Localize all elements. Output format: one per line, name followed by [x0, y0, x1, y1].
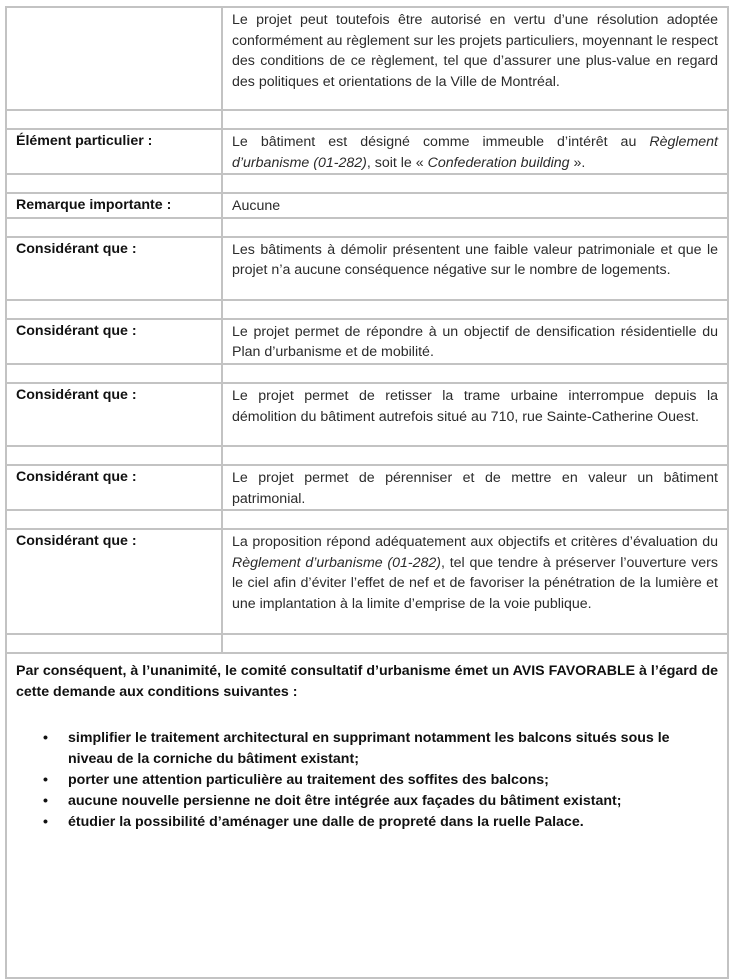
row-label-considerant: Considérant que : — [6, 465, 222, 510]
condition-item — [43, 812, 718, 833]
spacer-cell — [6, 174, 222, 193]
spacer-row — [6, 300, 728, 319]
table-row — [6, 383, 728, 446]
text-segment: La proposition répond adéquatement aux objectifs et critères d’évaluation du — [232, 534, 718, 551]
spacer-cell — [222, 174, 728, 193]
row-text-considerant — [222, 529, 728, 634]
spacer-cell — [6, 446, 222, 465]
table-row — [6, 529, 728, 634]
italic-reference: Règlement d’urbanisme (01-282) — [232, 554, 442, 571]
table-row — [6, 7, 728, 110]
spacer-cell — [222, 446, 728, 465]
spacer-row — [6, 110, 728, 129]
bullet-icon: • — [43, 814, 48, 831]
condition-text: aucune nouvelle persienne ne doit être intégrée aux façades du bâtiment existant; — [68, 793, 622, 810]
spacer-row — [6, 218, 728, 237]
condition-text: étudier la possibilité d’aménager une dalle de propreté dans la ruelle Palace. — [68, 814, 584, 831]
italic-reference: Règlement d’urbanisme (01-282) — [232, 134, 718, 171]
row-text-remarque: Aucune — [222, 193, 728, 218]
row-text-considerant: Le projet permet de répondre à un objectif de densification résidentielle du Plan d’urbanisme et de mobilité. — [222, 319, 728, 364]
conditions-list — [16, 728, 718, 833]
text-segment: , soit le « — [366, 154, 428, 171]
spacer-cell — [222, 300, 728, 319]
table-row — [6, 319, 728, 364]
conclusion-intro: Par conséquent, à l’unanimité, le comité consultatif d’urbanisme émet un AVIS FAVORABLE à l’égard de cette demande aux conditions suivantes : — [16, 663, 718, 701]
condition-item — [43, 728, 718, 770]
spacer-row — [6, 634, 728, 653]
condition-item — [43, 770, 718, 791]
text-segment: ». — [569, 154, 586, 171]
row-label-considerant: Considérant que : — [6, 529, 222, 634]
italic-building-name: Confederation building — [427, 154, 570, 171]
text-segment: Le bâtiment est désigné comme immeuble d’intérêt au — [232, 134, 650, 150]
spacer-row — [6, 364, 728, 383]
spacer-cell — [222, 364, 728, 383]
spacer-row — [6, 446, 728, 465]
row-text-considerant: Les bâtiments à démolir présentent une faible valeur patrimoniale et que le projet n’a aucune conséquence négative sur le nombre de logements. — [222, 237, 728, 300]
table-row — [6, 465, 728, 510]
bullet-icon: • — [43, 793, 48, 810]
spacer-cell — [222, 634, 728, 653]
table-row — [6, 129, 728, 174]
condition-text: porter une attention particulière au traitement des soffites des balcons; — [68, 772, 549, 789]
row-text-considerant: Le projet permet de pérenniser et de mettre en valeur un bâtiment patrimonial. — [222, 465, 728, 510]
decision-table — [5, 6, 729, 979]
spacer-cell — [222, 110, 728, 129]
text-segment: , tel que tendre à préserver l’ouverture vers le ciel afin d’éviter l’effet de nef et de favoriser la pénétration de la lumière et une implantation à la limite d’emprise de la voie publique. — [232, 554, 718, 612]
row-label-remarque: Remarque importante : — [6, 193, 222, 218]
spacer-row — [6, 174, 728, 193]
row-text-resolution: Le projet peut toutefois être autorisé en vertu d’une résolution adoptée conformément au règlement sur les projets particuliers, moyennant le respect des conditions de ce règlement, tel que d’assurer une plus-value en regard des politiques et orientations de la Ville de Montréal. — [222, 7, 728, 110]
conclusion-cell — [6, 653, 728, 978]
row-label-element-particulier: Élément particulier : — [6, 129, 222, 174]
condition-item — [43, 791, 718, 812]
row-label-considerant: Considérant que : — [6, 319, 222, 364]
spacer-cell — [6, 218, 222, 237]
row-label-considerant: Considérant que : — [6, 237, 222, 300]
table-row — [6, 237, 728, 300]
spacer-cell — [6, 110, 222, 129]
spacer-cell — [6, 300, 222, 319]
conclusion-row — [6, 653, 728, 978]
row-text-considerant: Le projet permet de retisser la trame urbaine interrompue depuis la démolition du bâtiment autrefois situé au 710, rue Sainte-Catherine Ouest. — [222, 383, 728, 446]
row-label-considerant: Considérant que : — [6, 383, 222, 446]
spacer-cell — [222, 510, 728, 529]
table-row — [6, 193, 728, 218]
condition-text: simplifier le traitement architectural en supprimant notamment les balcons situés sous le niveau de la corniche du bâtiment existant; — [68, 730, 670, 768]
bullet-icon: • — [43, 730, 48, 747]
row-label — [6, 7, 222, 110]
spacer-row — [6, 510, 728, 529]
bullet-icon: • — [43, 772, 48, 789]
spacer-cell — [6, 634, 222, 653]
document-page — [5, 6, 729, 979]
spacer-cell — [6, 510, 222, 529]
spacer-cell — [222, 218, 728, 237]
spacer-cell — [6, 364, 222, 383]
row-text-element-particulier — [222, 129, 728, 174]
